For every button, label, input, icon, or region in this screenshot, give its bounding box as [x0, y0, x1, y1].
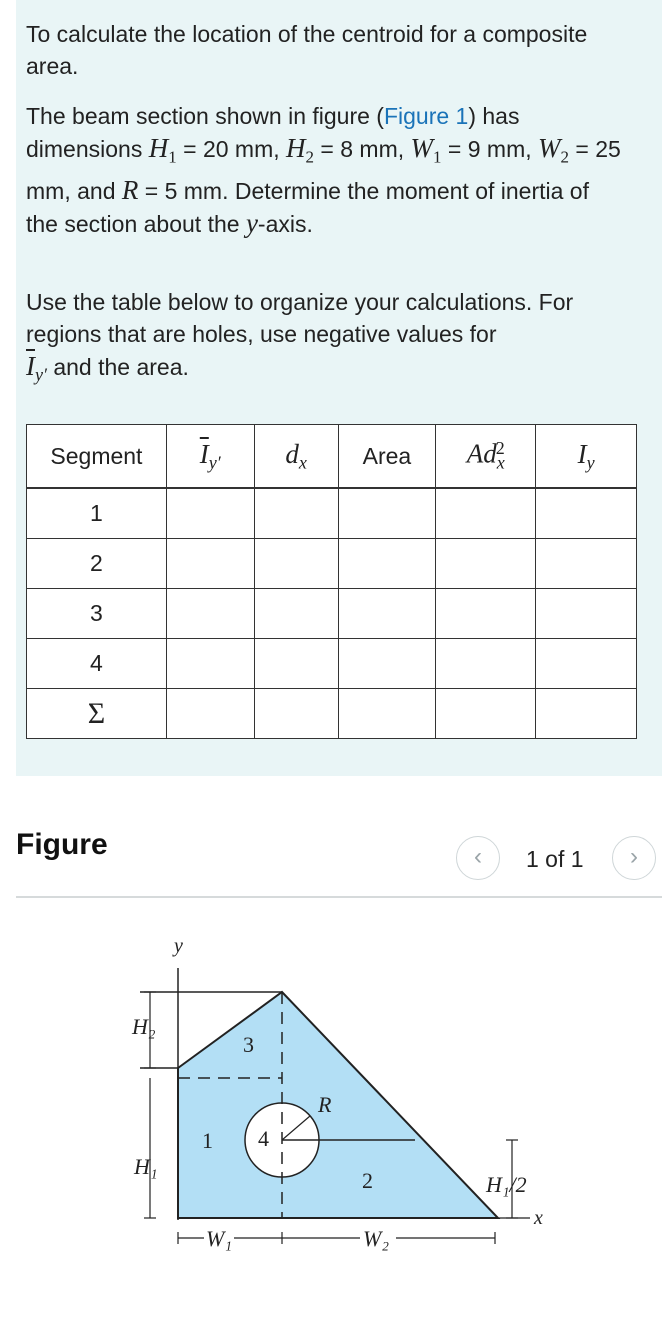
figure-counter: 1 of 1 — [526, 846, 584, 872]
chevron-left-icon: ‹ — [474, 843, 482, 870]
table-row — [27, 539, 637, 589]
input-cell[interactable] — [436, 589, 536, 639]
segment-label: 4 — [27, 639, 167, 689]
table-row — [27, 589, 637, 639]
next-figure-button[interactable] — [612, 836, 656, 880]
input-cell[interactable] — [436, 488, 536, 539]
prev-figure-button[interactable] — [456, 836, 500, 880]
input-cell[interactable] — [166, 689, 254, 739]
label-W2: W₂ — [363, 1226, 389, 1251]
header-iy-prime: $\overline{I}_{y'}$ — [166, 425, 254, 489]
header-area: Area — [338, 425, 436, 489]
sum-label: Σ — [27, 689, 167, 739]
input-cell[interactable] — [338, 639, 436, 689]
input-cell[interactable] — [338, 689, 436, 739]
header-segment: Segment — [27, 425, 167, 489]
input-cell[interactable] — [254, 539, 338, 589]
label-region-2: 2 — [362, 1168, 373, 1193]
input-cell[interactable] — [166, 639, 254, 689]
segment-label: 1 — [27, 488, 167, 539]
input-cell[interactable] — [536, 539, 637, 589]
label-H1: H₁ — [134, 1154, 158, 1179]
label-region-1: 1 — [202, 1128, 213, 1153]
input-cell[interactable] — [166, 589, 254, 639]
input-cell[interactable] — [536, 639, 637, 689]
header-dx: $d_x$ — [254, 425, 338, 489]
instructions: Use the table below to organize your calculations. For regions that are holes, use negative values for $\overline{I}_{y'}$ and the area. — [26, 289, 574, 385]
input-cell[interactable] — [338, 589, 436, 639]
iy-prime-symbol: $\overline{I}$ — [26, 351, 35, 381]
input-cell[interactable] — [338, 539, 436, 589]
input-cell[interactable] — [254, 488, 338, 539]
divider — [16, 896, 662, 898]
input-cell[interactable] — [536, 689, 637, 739]
header-iy: $I_y$ — [536, 425, 637, 489]
figure-link[interactable]: Figure 1 — [383, 103, 469, 129]
input-cell[interactable] — [254, 589, 338, 639]
input-cell[interactable] — [166, 539, 254, 589]
input-cell[interactable] — [436, 539, 536, 589]
figure-title: Figure — [16, 828, 108, 861]
header-adx2: $Ad_x^2$ — [436, 425, 536, 489]
beam-section-figure — [110, 930, 570, 1270]
table-row — [27, 639, 637, 689]
label-x: x — [534, 1207, 543, 1229]
label-R: R — [318, 1092, 332, 1117]
input-cell[interactable] — [338, 488, 436, 539]
input-cell[interactable] — [254, 689, 338, 739]
problem-statement: The beam section shown in figure (Figure 1) has dimensions $H_1 = 20$ mm, $H_2 = 8$ mm, $W_1 = 9$ mm, $W_2 = 25$ mm, and R = 5 mm. Determine the moment of inertia of the section about the y-axis. — [26, 103, 621, 238]
label-region-4: 4 — [258, 1126, 269, 1151]
table-row — [27, 488, 637, 539]
input-cell[interactable] — [536, 589, 637, 639]
segment-label: 2 — [27, 539, 167, 589]
section-shape — [178, 992, 498, 1218]
label-W1: W₁ — [206, 1226, 232, 1251]
segment-label: 3 — [27, 589, 167, 639]
chevron-right-icon: › — [630, 843, 638, 870]
input-cell[interactable] — [254, 639, 338, 689]
input-cell[interactable] — [436, 639, 536, 689]
input-cell[interactable] — [536, 488, 637, 539]
label-H1-half: H₁/2 — [486, 1172, 527, 1197]
intro-text: To calculate the location of the centroid for a composite area. — [26, 21, 588, 79]
input-cell[interactable] — [166, 488, 254, 539]
label-H2: H₂ — [132, 1014, 156, 1039]
label-y: y — [174, 935, 183, 957]
input-cell[interactable] — [436, 689, 536, 739]
label-region-3: 3 — [243, 1032, 254, 1057]
table-row-sum — [27, 689, 637, 739]
calculation-table — [26, 424, 637, 739]
